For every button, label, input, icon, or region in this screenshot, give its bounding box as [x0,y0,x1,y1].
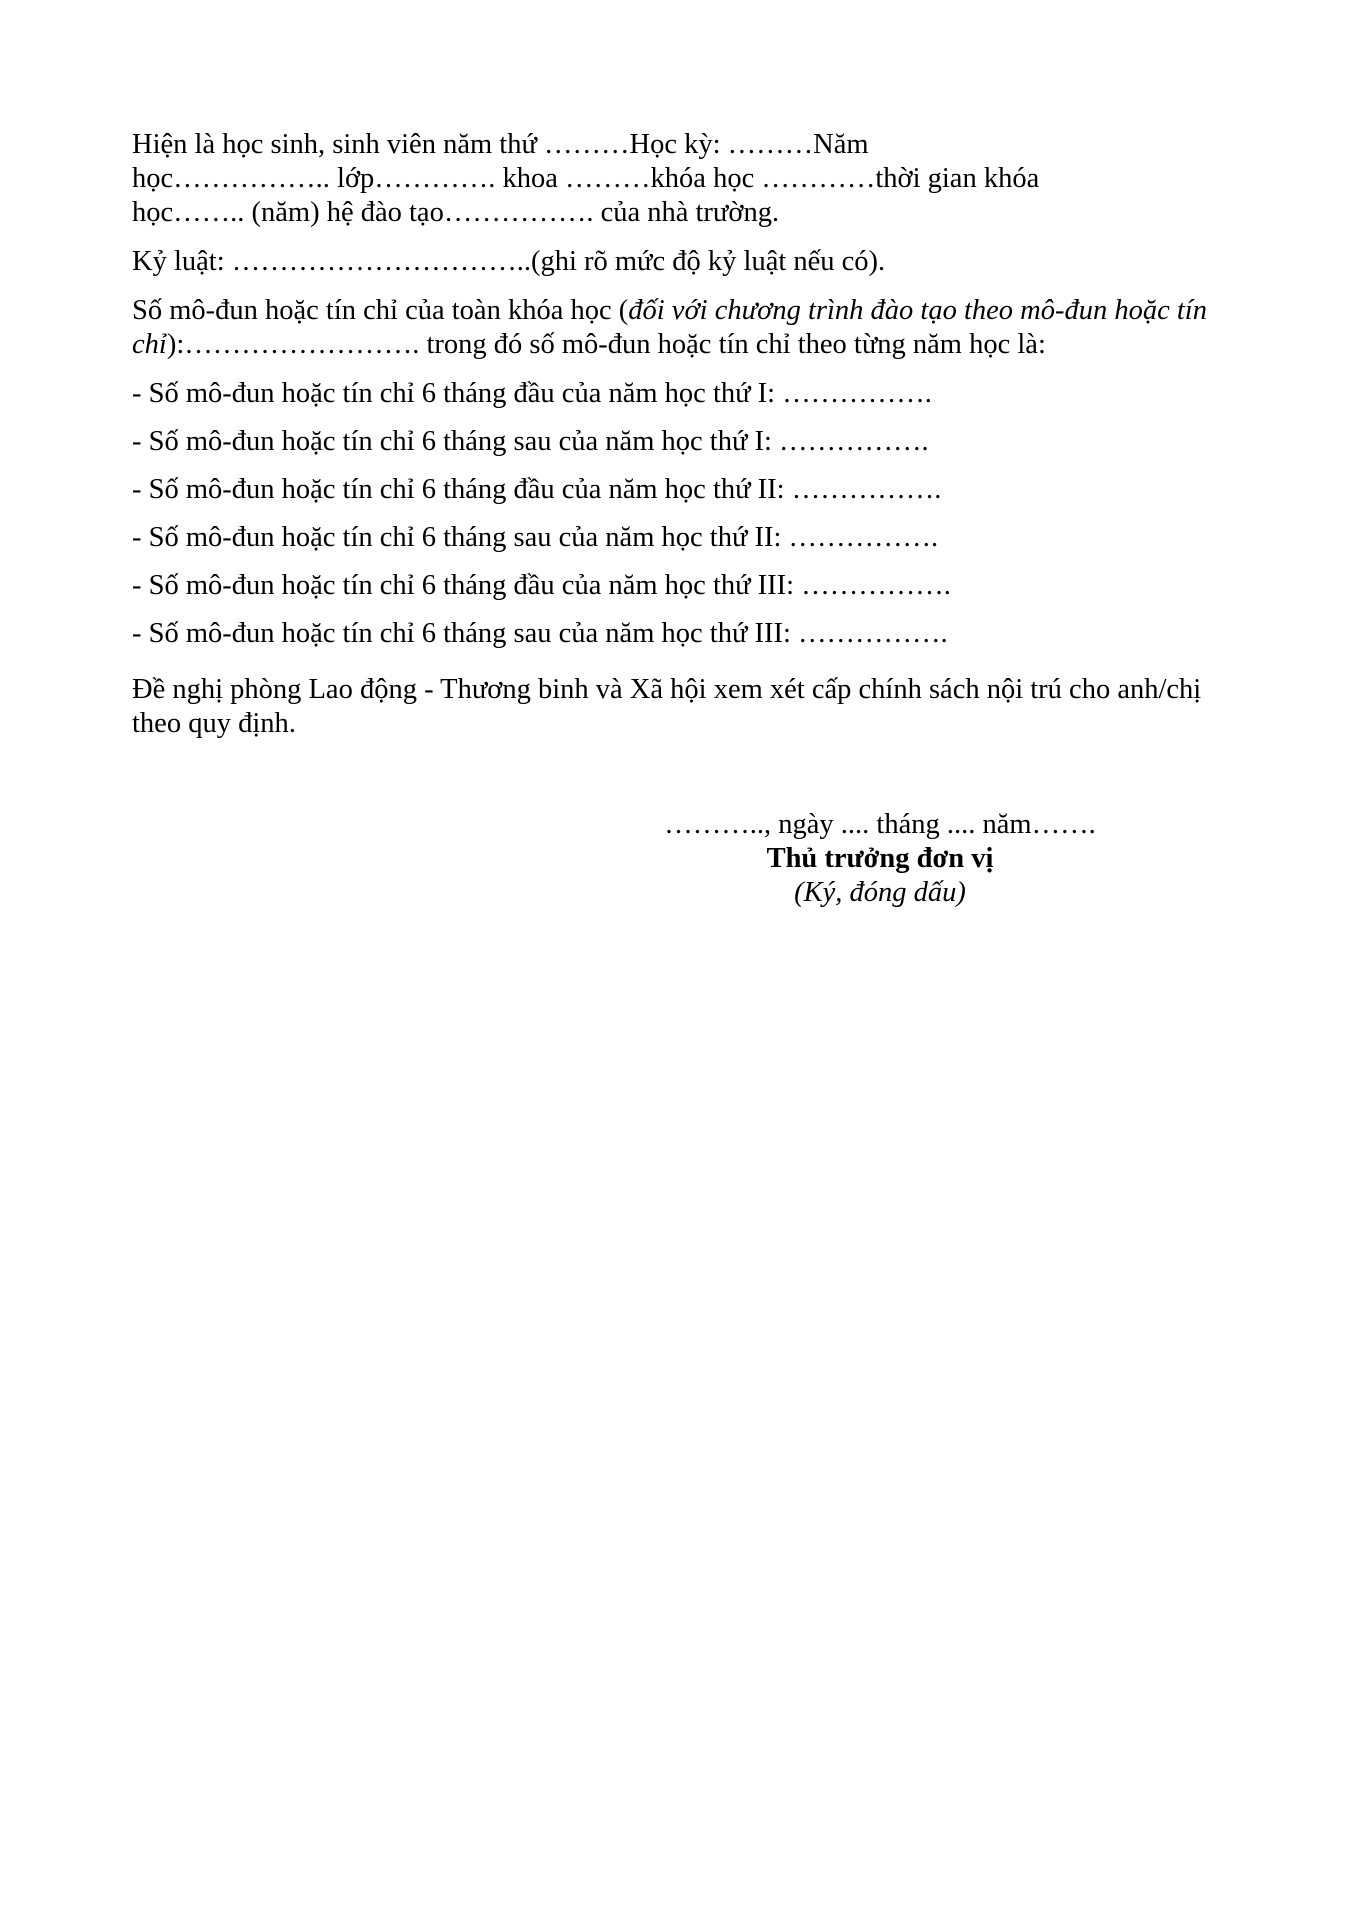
enrollment-paragraph [132,128,1242,230]
module-item-year2-first-half: - Số mô-đun hoặc tín chỉ 6 tháng đầu của năm học thứ II: ……………. [132,474,942,505]
document-body [132,128,1242,756]
enrollment-line-3: học…….. (năm) hệ đào tạo……………. của nhà trường. [132,197,780,228]
date-line: ……….., ngày .... tháng .... năm……. [664,809,1096,840]
enrollment-line-2: học…………….. lớp…………. khoa ………khóa học …………thời gian khóa [132,163,1040,194]
enrollment-line-1: Hiện là học sinh, sinh viên năm thứ ………Học kỳ: ………Năm [132,129,869,160]
module-item-year3-second-half: - Số mô-đun hoặc tín chỉ 6 tháng sau của năm học thứ III: ……………. [132,618,948,649]
modules-paragraph [132,294,1242,362]
module-item-year2-second-half: - Số mô-đun hoặc tín chỉ 6 tháng sau của năm học thứ II: ……………. [132,522,939,553]
module-item-year3-first-half: - Số mô-đun hoặc tín chỉ 6 tháng đầu của năm học thứ III: ……………. [132,570,951,601]
module-item-year1-first-half: - Số mô-đun hoặc tín chỉ 6 tháng đầu của năm học thứ I: ……………. [132,378,932,409]
modules-text-end: ):……………………. trong đó số mô-đun hoặc tín chỉ theo từng năm học là: [166,329,1046,360]
proposal-paragraph: Đề nghị phòng Lao động - Thương binh và Xã hội xem xét cấp chính sách nội trú cho anh/chị theo quy định. [132,674,1202,739]
modules-italic-note: đối với chương trình đào tạo theo mô-đun hoặc tín chỉ [132,295,1207,360]
signer-title: Thủ trưởng đơn vị [766,843,994,874]
modules-text-start: Số mô-đun hoặc tín chỉ của toàn khóa học ( [132,295,629,326]
signature-block [600,808,1160,910]
sign-stamp-note: (Ký, đóng dấu) [794,877,966,908]
module-item-year1-second-half: - Số mô-đun hoặc tín chỉ 6 tháng sau của năm học thứ I: ……………. [132,426,929,457]
discipline-paragraph: Kỷ luật: …………………………..(ghi rõ mức độ kỷ luật nếu có). [132,246,886,277]
